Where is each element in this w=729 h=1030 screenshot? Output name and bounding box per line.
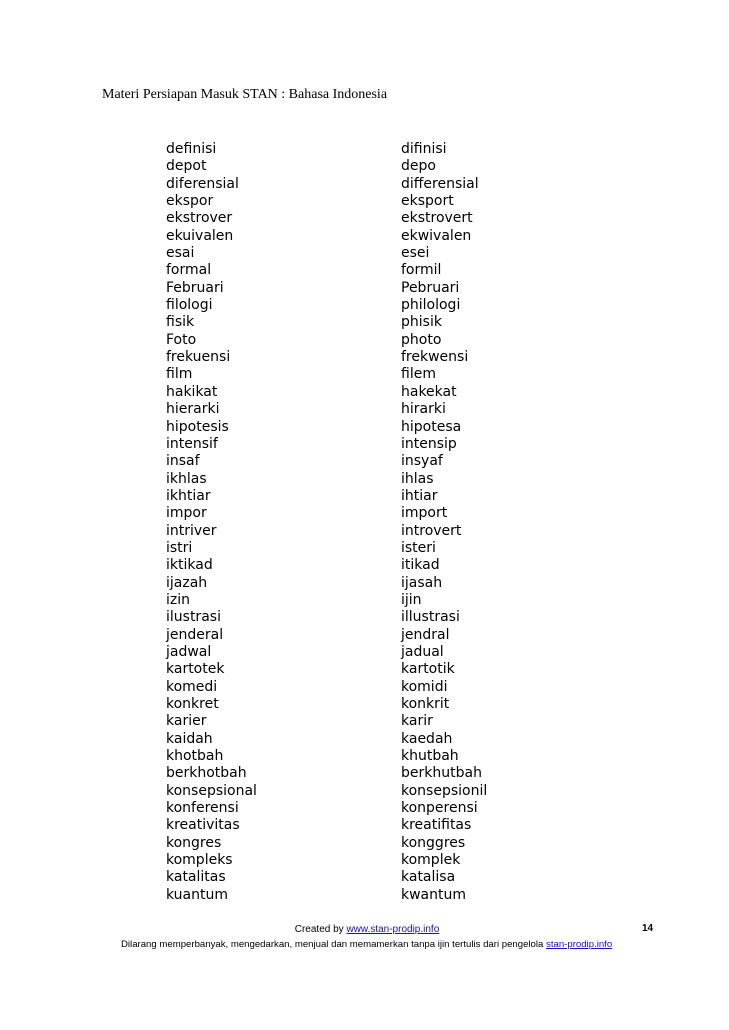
nonstandard-word: kwantum: [401, 886, 467, 903]
nonstandard-word: konsepsionil: [401, 782, 488, 799]
nonstandard-word: hirarki: [401, 401, 446, 418]
nonstandard-word: philologi: [401, 297, 461, 314]
standard-word: definisi: [166, 141, 217, 157]
standard-word: berkhotbah: [166, 765, 247, 782]
word-row: [166, 731, 566, 748]
footer-created-by: [0, 924, 729, 935]
word-row: [166, 748, 566, 765]
notice-text: Dilarang memperbanyak, mengedarkan, menjual dan memamerkan tanpa ijin tertulis dari pengelola: [121, 939, 547, 950]
standard-word: kaidah: [166, 730, 213, 747]
standard-word: frekuensi: [166, 349, 231, 366]
nonstandard-word: eksport: [401, 193, 454, 210]
word-row: [166, 193, 566, 210]
word-row: [166, 679, 566, 696]
nonstandard-word: berkhutbah: [401, 765, 482, 782]
created-by-link[interactable]: www.stan-prodip.info: [346, 924, 440, 935]
word-row: [166, 523, 566, 540]
word-row: [166, 627, 566, 644]
nonstandard-word: komplek: [401, 852, 461, 869]
word-row: [166, 592, 566, 609]
nonstandard-word: jendral: [401, 626, 450, 643]
nonstandard-word: ekwivalen: [401, 227, 472, 244]
standard-word: konferensi: [166, 800, 239, 817]
nonstandard-word: itikad: [401, 557, 440, 574]
standard-word: konsepsional: [166, 782, 257, 799]
nonstandard-word: difinisi: [401, 141, 447, 157]
word-row: [166, 210, 566, 227]
nonstandard-word: Pebruari: [401, 279, 460, 296]
standard-word: insaf: [166, 453, 200, 470]
nonstandard-word: katalisa: [401, 869, 456, 886]
word-row: [166, 800, 566, 817]
standard-word: katalitas: [166, 869, 226, 886]
standard-word: formal: [166, 262, 212, 279]
word-row: [166, 488, 566, 505]
word-row: [166, 765, 566, 782]
standard-word: diferensial: [166, 175, 239, 192]
nonstandard-word: phisik: [401, 314, 442, 331]
standard-word: izin: [166, 591, 191, 608]
created-by-label: Created by: [294, 924, 347, 935]
word-row: [166, 419, 566, 436]
word-row: [166, 453, 566, 470]
nonstandard-word: ijin: [401, 591, 422, 608]
standard-word: intensif: [166, 435, 218, 452]
notice-link[interactable]: stan-prodip.info: [546, 939, 613, 950]
word-list: [166, 141, 566, 904]
word-row: [166, 262, 566, 279]
standard-word: jadwal: [166, 643, 212, 660]
word-row: [166, 609, 566, 626]
word-row: [166, 835, 566, 852]
word-row: [166, 297, 566, 314]
nonstandard-word: esei: [401, 245, 430, 262]
word-row: [166, 314, 566, 331]
standard-word: ikhlas: [166, 470, 207, 487]
standard-word: karier: [166, 713, 207, 730]
word-row: [166, 505, 566, 522]
word-row: [166, 696, 566, 713]
nonstandard-word: ihlas: [401, 470, 434, 487]
word-row: [166, 332, 566, 349]
nonstandard-word: illustrasi: [401, 609, 460, 626]
nonstandard-word: formil: [401, 262, 442, 279]
nonstandard-word: photo: [401, 331, 442, 348]
standard-word: ilustrasi: [166, 609, 221, 626]
standard-word: kuantum: [166, 886, 229, 903]
nonstandard-word: ekstrovert: [401, 210, 473, 227]
footer-notice: [121, 939, 612, 950]
word-row: [166, 817, 566, 834]
standard-word: depot: [166, 158, 207, 175]
word-row: [166, 158, 566, 175]
nonstandard-word: jadual: [401, 643, 444, 660]
word-row: [166, 887, 566, 904]
word-row: [166, 366, 566, 383]
nonstandard-word: kartotik: [401, 661, 455, 678]
standard-word: Februari: [166, 279, 224, 296]
nonstandard-word: ihtiar: [401, 487, 438, 504]
standard-word: iktikad: [166, 557, 213, 574]
standard-word: impor: [166, 505, 207, 522]
page-number: 14: [642, 923, 654, 934]
nonstandard-word: frekwensi: [401, 349, 469, 366]
word-row: [166, 245, 566, 262]
word-row: [166, 228, 566, 245]
word-row: [166, 436, 566, 453]
standard-word: esai: [166, 245, 195, 262]
word-row: [166, 540, 566, 557]
standard-word: ikhtiar: [166, 487, 211, 504]
standard-word: filologi: [166, 297, 213, 314]
nonstandard-word: hipotesa: [401, 418, 462, 435]
word-row: [166, 557, 566, 574]
standard-word: fisik: [166, 314, 195, 331]
standard-word: komedi: [166, 678, 218, 695]
nonstandard-word: komidi: [401, 678, 448, 695]
nonstandard-word: intensip: [401, 435, 457, 452]
nonstandard-word: filem: [401, 366, 436, 383]
word-row: [166, 713, 566, 730]
standard-word: ijazah: [166, 574, 208, 591]
standard-word: istri: [166, 539, 193, 556]
standard-word: ekstrover: [166, 210, 233, 227]
standard-word: kompleks: [166, 852, 233, 869]
nonstandard-word: differensial: [401, 175, 479, 192]
standard-word: film: [166, 366, 193, 383]
word-row: [166, 401, 566, 418]
standard-word: hipotesis: [166, 418, 229, 435]
word-row: [166, 644, 566, 661]
standard-word: hierarki: [166, 401, 220, 418]
nonstandard-word: ijasah: [401, 574, 443, 591]
nonstandard-word: isteri: [401, 539, 436, 556]
page-header: Materi Persiapan Masuk STAN : Bahasa Indonesia: [102, 87, 388, 102]
word-row: [166, 280, 566, 297]
nonstandard-word: hakekat: [401, 383, 457, 400]
standard-word: ekuivalen: [166, 227, 234, 244]
standard-word: kongres: [166, 834, 222, 851]
standard-word: Foto: [166, 331, 197, 348]
standard-word: khotbah: [166, 748, 224, 765]
word-row: [166, 852, 566, 869]
nonstandard-word: introvert: [401, 522, 462, 539]
word-row: [166, 176, 566, 193]
nonstandard-word: konkrit: [401, 696, 450, 712]
word-row: [166, 141, 566, 158]
nonstandard-word: konperensi: [401, 800, 478, 817]
nonstandard-word: khutbah: [401, 748, 459, 765]
nonstandard-word: depo: [401, 158, 436, 175]
nonstandard-word: kaedah: [401, 730, 453, 747]
word-row: [166, 661, 566, 678]
nonstandard-word: konggres: [401, 834, 466, 851]
standard-word: intriver: [166, 522, 217, 539]
word-row: [166, 349, 566, 366]
nonstandard-word: kreatifitas: [401, 817, 472, 834]
standard-word: kartotek: [166, 661, 225, 678]
standard-word: hakikat: [166, 383, 218, 400]
word-row: [166, 471, 566, 488]
nonstandard-word: import: [401, 505, 448, 522]
standard-word: konkret: [166, 696, 219, 712]
standard-word: kreativitas: [166, 817, 240, 834]
nonstandard-word: karir: [401, 713, 433, 730]
standard-word: jenderal: [166, 626, 224, 643]
word-row: [166, 869, 566, 886]
standard-word: ekspor: [166, 193, 214, 210]
nonstandard-word: insyaf: [401, 453, 443, 470]
word-row: [166, 575, 566, 592]
word-row: [166, 783, 566, 800]
word-row: [166, 384, 566, 401]
